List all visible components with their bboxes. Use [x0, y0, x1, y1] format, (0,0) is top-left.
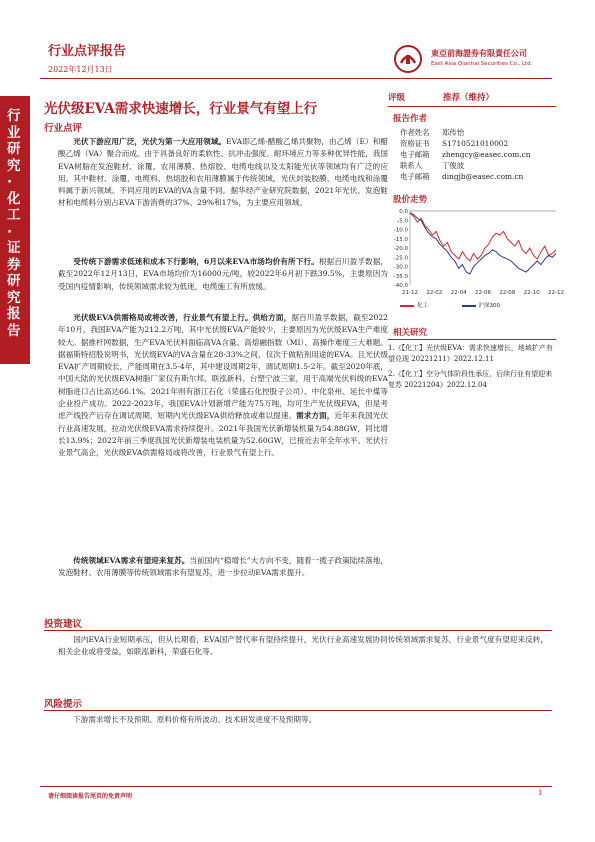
stock-price-chart: [386, 205, 564, 315]
review-p3-lead: 光伏级EVA供需格局或将改善，行业景气有望上行。供给方面，: [73, 313, 292, 322]
info-value: zhengcy@easec.com.cn: [442, 150, 531, 159]
section-heading-review: 行业点评: [44, 123, 83, 134]
disclaimer-note: 请仔细阅读报告尾页的免责声明: [48, 793, 133, 800]
y-tick-label: -20.0: [393, 246, 408, 252]
legend-label-chemical: 化工: [417, 303, 429, 309]
footer-divider: [40, 786, 552, 787]
page-title: 光伏级EVA需求快速增长，行业景气有望上行: [44, 101, 318, 117]
x-tick-label: 21-12: [402, 290, 418, 296]
rating-label: 评级: [388, 93, 406, 103]
x-tick-label: 22-06: [475, 290, 491, 296]
info-value: 郑传怡: [442, 128, 465, 137]
invest-divider: [44, 630, 552, 631]
x-tick-label: 22-02: [426, 290, 443, 296]
rating-divider: [388, 106, 556, 107]
y-tick-label: 0.0: [399, 209, 408, 215]
info-key: 电子邮箱: [400, 150, 430, 159]
chart-canvas: [386, 205, 564, 315]
research-link[interactable]: 1.《【化工】光伏级EVA：需求快速增长，地域扩产有望兑现 20221211》2022.12.11: [388, 344, 553, 363]
research-link[interactable]: 2.《【化工】空分气体阶段性承压，后续行业有望迎来复苏 20221204》2022.12.04: [388, 370, 553, 389]
header-divider: [40, 78, 552, 79]
y-tick-label: -30.0: [393, 264, 408, 271]
company-name-cn: 東亞前海證券有限責任公司: [431, 49, 527, 58]
review-p4-body: 当前国内“稳增长”大方向不变，随着一揽子政策陆续落地，发泡鞋材、农用薄膜等传统领域需求有望复苏，进一步拉动EVA需求提升。: [58, 556, 389, 578]
x-tick-label: 22-04: [450, 290, 467, 296]
info-value: dingjb@easec.com.cn: [442, 172, 524, 181]
invest-paragraph: 国内EVA行业短期承压，但从长期看，EVA国产替代率有望持续提升，光伏行业高速发展协同传统领域需求复苏，行业景气度有望迎来反转，相关企业或将受益，如联泓新科，荣盛石化等。: [58, 635, 548, 657]
chart-legend: [400, 301, 500, 309]
info-key: 联系人: [400, 161, 423, 170]
y-tick-label: -15.0: [393, 236, 408, 243]
review-paragraph-4: [58, 555, 388, 580]
review-p3-demand-body: 近年来我国光伏行业高速发展，拉动光伏级EVA需求持续提升。2021年我国光伏新增装机量为54.88GW，同比增长13.9%；2022年前三季度我国光伏新增装电装机量为52.60GW，已接近去年全年水平。光伏行业景气高企，光伏级EVA供需格局或将改善，行业景气有望上行。: [58, 411, 388, 458]
x-tick-label: 22-12: [548, 290, 564, 296]
section-heading-risk: 风险提示: [44, 699, 83, 710]
research-divider: [388, 339, 556, 340]
x-tick-label: 22-10: [523, 290, 540, 296]
sidebar-category: [0, 96, 30, 364]
info-key: 作者姓名: [400, 128, 430, 137]
review-p4-lead: 传统领域EVA需求有望迎来复苏。: [73, 556, 190, 565]
legend-swatch-chemical: [400, 305, 414, 307]
report-author-heading: 报告作者: [393, 114, 428, 124]
series-line-1: [410, 213, 556, 274]
sidebar-label: 行业研究·化工·证券研究报告: [7, 108, 21, 339]
x-tick-label: 22-08: [499, 290, 516, 296]
y-tick-label: -5.0: [397, 218, 408, 225]
review-p2-lead: 受传统下游需求低迷和成本下行影响，6月以来EVA市场均价有所下行。: [73, 257, 319, 266]
page-number: 1: [538, 789, 543, 797]
review-paragraph-2: [58, 256, 388, 293]
y-tick-label: -35.0: [393, 273, 408, 280]
review-paragraph-3: [58, 312, 388, 460]
report-type: 行业点评报告: [48, 44, 127, 59]
review-p2-body: 根据百川盈孚数据，截至2022年12月13日，EVA市场均价为16000元/吨，较2022年6月初下跌39.5%，主要原因为受国内疫情影响，传统领域需求较为低迷，电缆施工有所放缓。: [58, 257, 389, 291]
review-p1-body: EVA即乙烯-醋酸乙烯共聚物，由乙烯（E）和醋酸乙烯（VA）聚合而成。由于具备良好的柔软性、抗冲击强度、耐环境应力等多种优异性能，我国EVA树脂在发泡鞋材、涂覆、农用薄膜、热熔胶、电缆电线以及太阳能光伏等领域均有广泛的应用。其中鞋材、涂覆、电缆料、热熔胶和农用薄膜属于传统领域，光伏封装胶膜、电缆电线和涂覆料属于新兴领域。不同应用的EVA的VA含量不同。据华经产业研究院数据，2021年光伏、发泡鞋材和电缆料分别占EVA下游消费的37%、29%和17%，为主要应用领域。: [58, 137, 389, 208]
info-key: 资格证书: [400, 139, 430, 148]
company-logo: [393, 44, 583, 76]
review-paragraph-1: [58, 136, 388, 210]
related-research-heading: 相关研究: [393, 328, 428, 338]
review-p3-body: 据百川盈孚数据，截至2022年10月，我国EVA产能为212.2万吨，其中光伏级EVA产能较少，主要原因为光伏级EVA生产难度较大。据推杆网数据，生产EVA光伏料面临高VA含量、高熔融指数（MI）、高操作难度三大难题。据福斯特招股说明书，光伏级EVA的VA含量在28-33%之间，仅次于做粘剂用途的EVA。且光伏级EVA扩产周期较长，产能周期在3.5-4年，其中建设周期2年，调试周期1.5-2年。截至2020年底，中国大陆的光伏级EVA树脂厂家仅有斯尔邦、联泓新科、台塑宁波三家，用于高端光伏料级的EVA树脂进口占比高达66.1%。2021年则有浙江石化（荣盛石化控股子公司）、中化泉州、延长中煤等企业投产成功。2022-2023年，我国EVA计划新增产能为75万吨，均可生产光伏级EVA，但是考虑产线投产后存在调试周期，短期内光伏级EVA供给释放或难以提速。: [58, 313, 388, 421]
company-name-en: East Asia Qianhai Securities Co., Ltd.: [431, 61, 533, 67]
section-heading-invest: 投资建议: [44, 619, 83, 630]
y-tick-label: -25.0: [393, 255, 408, 262]
y-tick-label: -10.0: [393, 227, 408, 234]
info-value: S1710521010002: [442, 139, 509, 148]
risk-divider: [44, 710, 552, 711]
logo-mark-icon: [393, 44, 423, 74]
rating-row: [388, 91, 556, 103]
stock-chart-heading: 股价走势: [393, 195, 428, 205]
y-tick-label: -40.0: [393, 283, 408, 289]
risk-paragraph: 下游需求增长不及预期、原料价格有所波动、技术研发进度不及预期等。: [73, 715, 317, 724]
rating-value: 推荐（维持）: [443, 93, 495, 103]
info-value: 丁俊波: [442, 161, 465, 170]
info-key: 电子邮箱: [400, 172, 430, 181]
legend-label-hs300: 沪深300: [478, 303, 501, 309]
review-p1-lead: 光伏下游应用广泛，光伏为第一大应用领域。: [73, 137, 227, 146]
report-date: 2022年12月13日: [48, 65, 113, 74]
legend-swatch-hs300: [462, 305, 476, 307]
review-p3-demand-lead: 需求方面，: [296, 411, 335, 421]
